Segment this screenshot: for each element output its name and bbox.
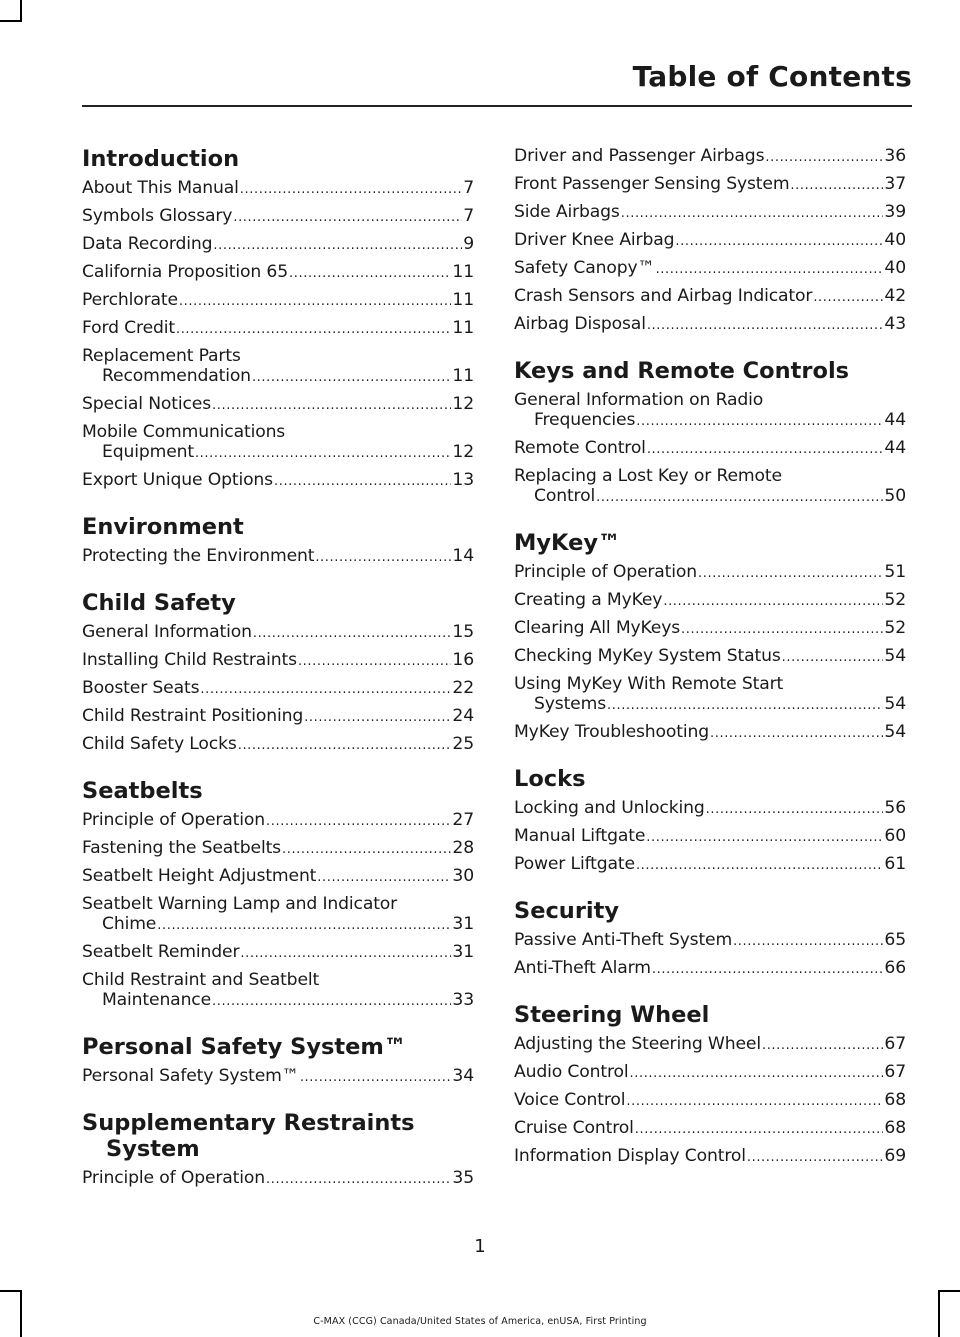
entry-row [82, 1066, 474, 1088]
entry-page-number: 31 [452, 942, 474, 962]
entry-row [82, 990, 474, 1012]
entry-row [82, 394, 474, 416]
dot-leader [782, 648, 884, 668]
entry-row [82, 290, 474, 312]
entry-page-number: 68 [884, 1090, 906, 1110]
toc-entry[interactable] [514, 1034, 906, 1056]
entry-page-number: 22 [452, 678, 474, 698]
dot-leader [240, 944, 451, 964]
dot-leader [282, 840, 451, 860]
entry-title: Principle of Operation [82, 1168, 266, 1188]
entry-row [514, 174, 906, 196]
entry-title: Voice Control [514, 1090, 626, 1110]
toc-entry[interactable] [514, 958, 906, 980]
entry-row [514, 826, 906, 848]
dot-leader [238, 736, 452, 756]
entry-row [514, 798, 906, 820]
toc-section [514, 358, 906, 508]
toc-entry[interactable] [514, 146, 906, 168]
entry-title-line: Using MyKey With Remote Start [514, 674, 784, 694]
entry-title: Perchlorate [82, 290, 178, 310]
entry-page-number: 35 [452, 1168, 474, 1188]
entry-page-number: 36 [884, 146, 906, 166]
entry-title-line: Replacing a Lost Key or Remote [514, 466, 782, 486]
entry-page-number: 44 [884, 438, 906, 458]
section-heading: Supplementary Restraints System [82, 1110, 415, 1162]
toc-entry[interactable] [82, 262, 474, 284]
entry-title: Export Unique Options [82, 470, 273, 490]
entry-title: Booster Seats [82, 678, 200, 698]
dot-leader [300, 1068, 452, 1088]
entry-row [514, 314, 906, 336]
dot-leader [240, 180, 462, 200]
toc-section [514, 146, 906, 336]
toc-entry[interactable] [82, 546, 474, 568]
entry-title: Protecting the Environment [82, 546, 315, 566]
entry-row [82, 942, 474, 964]
dot-leader [607, 696, 883, 716]
toc-section [82, 1110, 474, 1190]
toc-entry[interactable] [514, 646, 906, 668]
toc-entry[interactable] [514, 390, 906, 432]
dot-leader [252, 368, 451, 388]
entry-row [82, 866, 474, 888]
entry-title: Equipment [102, 442, 194, 462]
dot-leader [762, 1036, 883, 1056]
toc-entry[interactable] [514, 1062, 906, 1084]
entry-title: Safety Canopy™ [514, 258, 655, 278]
entry-row [82, 206, 474, 228]
toc-entry[interactable] [514, 826, 906, 848]
entry-row [514, 486, 906, 508]
toc-entry[interactable] [82, 1066, 474, 1088]
toc-entry[interactable] [514, 202, 906, 224]
entry-title: Fastening the Seatbelts [82, 838, 281, 858]
toc-entry[interactable] [82, 422, 474, 464]
entry-page-number: 33 [452, 990, 474, 1010]
entry-title: Recommendation [102, 366, 251, 386]
dot-leader [681, 620, 883, 640]
dot-leader [213, 236, 462, 256]
toc-entry[interactable] [82, 894, 474, 936]
dot-leader [212, 396, 451, 416]
section-heading: Seatbelts [82, 778, 203, 804]
entry-title: California Proposition 65 [82, 262, 289, 282]
dot-leader [274, 472, 451, 492]
entry-page-number: 39 [884, 202, 906, 222]
entry-title: About This Manual [82, 178, 239, 198]
dot-leader [596, 488, 883, 508]
section-heading: Security [514, 898, 620, 924]
entry-title: Adjusting the Steering Wheel [514, 1034, 761, 1054]
toc-entry[interactable] [82, 678, 474, 700]
toc-entry[interactable] [514, 258, 906, 280]
toc-entry[interactable] [514, 930, 906, 952]
entry-page-number: 11 [452, 290, 474, 310]
entry-title: Systems [534, 694, 606, 714]
entry-title-line: Mobile Communications [82, 422, 286, 442]
toc-entry[interactable] [82, 970, 474, 1012]
entry-page-number: 28 [452, 838, 474, 858]
footer-text: C-MAX (CCG) Canada/United States of America, enUSA, First Printing [313, 1316, 647, 1327]
toc-entry[interactable] [82, 206, 474, 228]
dot-leader [157, 916, 451, 936]
entry-title: Child Safety Locks [82, 734, 237, 754]
entry-page-number: 16 [452, 650, 474, 670]
entry-page-number: 54 [884, 646, 906, 666]
section-heading: Personal Safety System™ [82, 1034, 407, 1060]
toc-entry[interactable] [514, 618, 906, 640]
entry-row [82, 470, 474, 492]
entry-row [514, 146, 906, 168]
entry-row [514, 1062, 906, 1084]
entry-title: Data Recording [82, 234, 213, 254]
dot-leader [176, 320, 451, 340]
dot-leader [647, 316, 884, 336]
entry-row [82, 178, 474, 200]
dot-leader [630, 1064, 884, 1084]
toc-entry[interactable] [514, 314, 906, 336]
entry-page-number: 67 [884, 1062, 906, 1082]
toc-entry[interactable] [82, 346, 474, 388]
toc-entry[interactable] [82, 470, 474, 492]
entry-row [514, 562, 906, 584]
toc-entry[interactable] [514, 174, 906, 196]
entry-row [82, 678, 474, 700]
entry-row [514, 1146, 906, 1168]
entry-title: MyKey Troubleshooting [514, 722, 709, 742]
toc-entry[interactable] [82, 178, 474, 200]
toc-entry[interactable] [82, 290, 474, 312]
entry-title: Personal Safety System™ [82, 1066, 299, 1086]
entry-row [82, 810, 474, 832]
entry-title: Power Liftgate [514, 854, 635, 874]
dot-leader [675, 232, 883, 252]
entry-page-number: 27 [452, 810, 474, 830]
dot-leader [733, 932, 883, 952]
entry-page-number: 34 [452, 1066, 474, 1086]
section-heading: Keys and Remote Controls [514, 358, 850, 384]
toc-entry[interactable] [514, 438, 906, 460]
toc-section [82, 146, 474, 492]
entry-page-number: 40 [884, 258, 906, 278]
toc-entry[interactable] [514, 590, 906, 612]
crop-mark [20, 0, 22, 22]
toc-entry[interactable] [514, 854, 906, 876]
entry-page-number: 50 [884, 486, 906, 506]
entry-title: Symbols Glossary [82, 206, 233, 226]
section-heading: Introduction [82, 146, 240, 172]
toc-entry[interactable] [82, 866, 474, 888]
section-heading: Locks [514, 766, 586, 792]
dot-leader [698, 564, 883, 584]
entry-row [82, 914, 474, 936]
entry-title: Seatbelt Reminder [82, 942, 240, 962]
entry-page-number: 54 [884, 722, 906, 742]
dot-leader [813, 288, 883, 308]
entry-row [514, 854, 906, 876]
entry-row [82, 706, 474, 728]
entry-title: Principle of Operation [82, 810, 266, 830]
entry-page-number: 42 [884, 286, 906, 306]
toc-entry[interactable] [82, 838, 474, 860]
toc-entry[interactable] [82, 650, 474, 672]
entry-title: Locking and Unlocking [514, 798, 705, 818]
entry-page-number: 60 [884, 826, 906, 846]
dot-leader [289, 264, 451, 284]
entry-title: Side Airbags [514, 202, 620, 222]
toc-entry[interactable] [514, 286, 906, 308]
entry-row [82, 622, 474, 644]
entry-row [82, 650, 474, 672]
entry-row [514, 230, 906, 252]
entry-row [514, 930, 906, 952]
toc-entry[interactable] [514, 1090, 906, 1112]
entry-row [514, 618, 906, 640]
entry-title: Installing Child Restraints [82, 650, 297, 670]
toc-entry[interactable] [514, 1146, 906, 1168]
dot-leader [200, 680, 451, 700]
dot-leader [233, 208, 462, 228]
entry-row [514, 590, 906, 612]
section-heading: Child Safety [82, 590, 236, 616]
toc-entry[interactable] [514, 230, 906, 252]
entry-title-line: General Information on Radio [514, 390, 764, 410]
entry-page-number: 51 [884, 562, 906, 582]
toc-entry[interactable] [82, 622, 474, 644]
entry-title: Information Display Control [514, 1146, 746, 1166]
entry-page-number: 66 [884, 958, 906, 978]
toc-entry[interactable] [82, 1168, 474, 1190]
entry-title: Chime [102, 914, 157, 934]
dot-leader [765, 148, 883, 168]
crop-mark [20, 1290, 22, 1337]
crop-mark [938, 1290, 940, 1337]
entry-page-number: 54 [884, 694, 906, 714]
dot-leader [266, 812, 451, 832]
entry-page-number: 24 [452, 706, 474, 726]
entry-row [514, 722, 906, 744]
entry-page-number: 12 [452, 442, 474, 462]
entry-title: Driver Knee Airbag [514, 230, 675, 250]
entry-title: Driver and Passenger Airbags [514, 146, 765, 166]
dot-leader [656, 260, 884, 280]
entry-title: Front Passenger Sensing System [514, 174, 790, 194]
toc-section [514, 766, 906, 876]
entry-row [514, 958, 906, 980]
toc-entry[interactable] [514, 562, 906, 584]
toc-entry[interactable] [82, 810, 474, 832]
dot-leader [626, 1092, 883, 1112]
entry-title: Maintenance [102, 990, 212, 1010]
dot-leader [315, 548, 451, 568]
dot-leader [266, 1170, 451, 1190]
dot-leader [304, 708, 451, 728]
entry-page-number: 11 [452, 318, 474, 338]
toc-entry[interactable] [514, 466, 906, 508]
crop-mark [0, 20, 22, 22]
crop-mark [938, 1290, 960, 1292]
dot-leader [621, 204, 884, 224]
section-heading: Steering Wheel [514, 1002, 710, 1028]
entry-page-number: 68 [884, 1118, 906, 1138]
entry-page-number: 14 [452, 546, 474, 566]
entry-title: Manual Liftgate [514, 826, 646, 846]
page-title: Table of Contents [632, 60, 912, 93]
entry-page-number: 30 [452, 866, 474, 886]
header-divider [82, 105, 912, 107]
entry-title-line: Child Restraint and Seatbelt [82, 970, 320, 990]
entry-page-number: 61 [884, 854, 906, 874]
dot-leader [747, 1148, 884, 1168]
toc-entry[interactable] [514, 722, 906, 744]
entry-page-number: 12 [452, 394, 474, 414]
entry-row [82, 1168, 474, 1190]
toc-entry[interactable] [82, 734, 474, 756]
entry-title-line: Replacement Parts [82, 346, 241, 366]
entry-title: Principle of Operation [514, 562, 698, 582]
entry-row [514, 438, 906, 460]
entry-page-number: 11 [452, 366, 474, 386]
entry-title: Control [534, 486, 596, 506]
entry-title: Ford Credit [82, 318, 175, 338]
entry-row [514, 1118, 906, 1140]
entry-row [82, 838, 474, 860]
entry-row [82, 546, 474, 568]
toc-entry[interactable] [82, 394, 474, 416]
entry-title: Audio Control [514, 1062, 629, 1082]
entry-title-line: Seatbelt Warning Lamp and Indicator [82, 894, 398, 914]
entry-title: Cruise Control [514, 1118, 634, 1138]
entry-title: Special Notices [82, 394, 212, 414]
entry-page-number: 13 [452, 470, 474, 490]
toc-entry[interactable] [514, 798, 906, 820]
dot-leader [179, 292, 452, 312]
toc-section [514, 530, 906, 744]
crop-mark [0, 1290, 22, 1292]
entry-page-number: 69 [884, 1146, 906, 1166]
toc-section [514, 1002, 906, 1168]
entry-page-number: 7 [463, 206, 474, 226]
entry-title: Remote Control [514, 438, 646, 458]
dot-leader [706, 800, 884, 820]
entry-title: General Information [82, 622, 252, 642]
toc-section [514, 898, 906, 980]
dot-leader [652, 960, 884, 980]
dot-leader [317, 868, 451, 888]
entry-title: Crash Sensors and Airbag Indicator [514, 286, 813, 306]
entry-title: Creating a MyKey [514, 590, 663, 610]
entry-page-number: 15 [452, 622, 474, 642]
dot-leader [636, 412, 883, 432]
entry-page-number: 9 [463, 234, 474, 254]
entry-row [514, 1090, 906, 1112]
dot-leader [647, 440, 884, 460]
entry-row [82, 318, 474, 340]
entry-row [82, 234, 474, 256]
entry-page-number: 37 [884, 174, 906, 194]
entry-page-number: 25 [452, 734, 474, 754]
entry-title: Passive Anti-Theft System [514, 930, 733, 950]
entry-title: Anti-Theft Alarm [514, 958, 651, 978]
entry-row [514, 694, 906, 716]
toc-entry[interactable] [514, 674, 906, 716]
entry-title: Child Restraint Positioning [82, 706, 304, 726]
dot-leader [635, 1120, 884, 1140]
entry-page-number: 7 [463, 178, 474, 198]
toc-section [82, 1034, 474, 1088]
entry-title: Clearing All MyKeys [514, 618, 681, 638]
entry-page-number: 40 [884, 230, 906, 250]
dot-leader [710, 724, 883, 744]
toc-column-right [514, 146, 906, 1190]
toc-entry[interactable] [82, 318, 474, 340]
section-heading: MyKey™ [514, 530, 621, 556]
entry-page-number: 65 [884, 930, 906, 950]
dot-leader [298, 652, 451, 672]
entry-page-number: 43 [884, 314, 906, 334]
entry-title: Seatbelt Height Adjustment [82, 866, 317, 886]
entry-row [514, 410, 906, 432]
entry-page-number: 44 [884, 410, 906, 430]
entry-row [514, 202, 906, 224]
toc-section [82, 778, 474, 1012]
dot-leader [253, 624, 452, 644]
entry-row [514, 646, 906, 668]
dot-leader [663, 592, 883, 612]
entry-row [82, 366, 474, 388]
entry-page-number: 52 [884, 618, 906, 638]
toc-column-left [82, 146, 474, 1212]
entry-page-number: 56 [884, 798, 906, 818]
toc-entry[interactable] [82, 234, 474, 256]
entry-title: Airbag Disposal [514, 314, 646, 334]
entry-row [82, 734, 474, 756]
entry-title: Frequencies [534, 410, 636, 430]
dot-leader [212, 992, 451, 1012]
entry-page-number: 31 [452, 914, 474, 934]
entry-row [514, 1034, 906, 1056]
entry-row [514, 286, 906, 308]
entry-page-number: 11 [452, 262, 474, 282]
dot-leader [636, 856, 883, 876]
section-heading: Environment [82, 514, 244, 540]
entry-row [82, 262, 474, 284]
entry-page-number: 52 [884, 590, 906, 610]
entry-title: Checking MyKey System Status [514, 646, 781, 666]
toc-section [82, 514, 474, 568]
toc-entry[interactable] [514, 1118, 906, 1140]
entry-page-number: 67 [884, 1034, 906, 1054]
dot-leader [646, 828, 883, 848]
toc-entry[interactable] [82, 942, 474, 964]
toc-entry[interactable] [82, 706, 474, 728]
page-number: 1 [474, 1236, 486, 1257]
dot-leader [195, 444, 451, 464]
toc-section [82, 590, 474, 756]
entry-row [514, 258, 906, 280]
entry-row [82, 442, 474, 464]
dot-leader [790, 176, 883, 196]
